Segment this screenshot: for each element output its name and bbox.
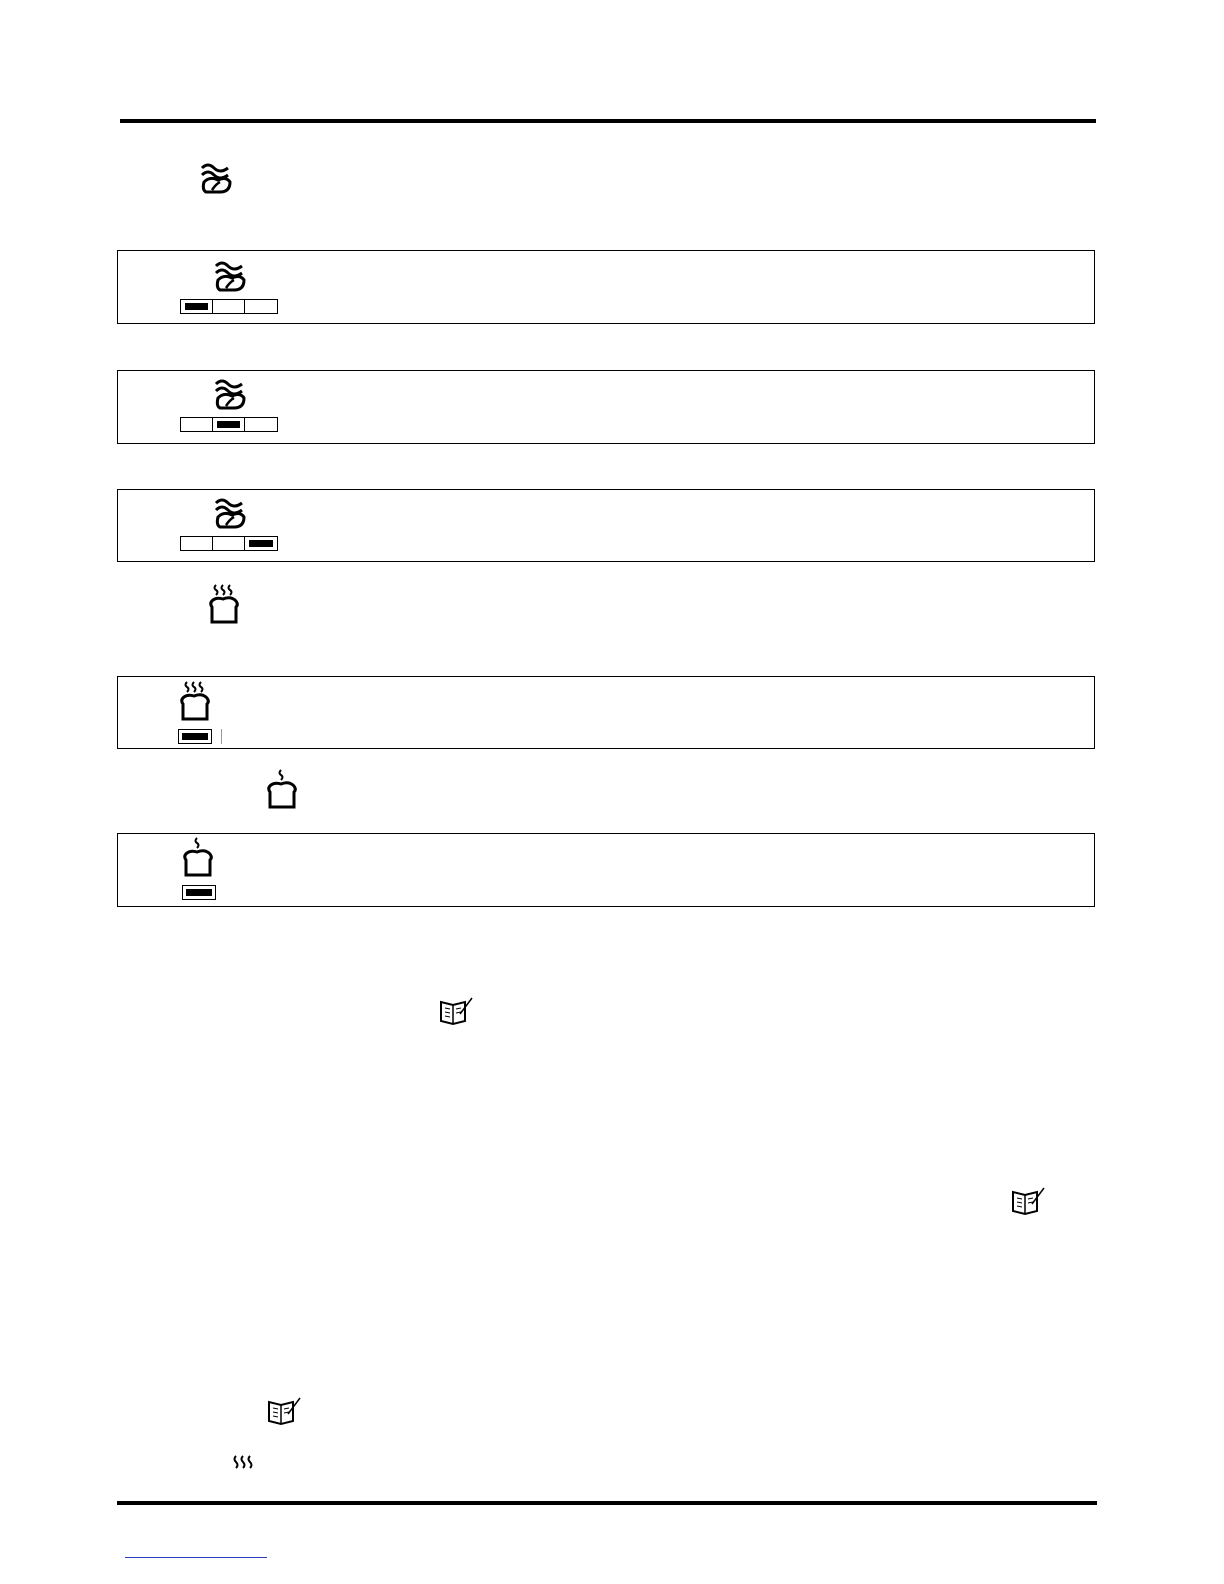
- toast-indicator: [178, 729, 212, 744]
- crust-level-box-3: [117, 489, 1095, 562]
- crust-segment-dark: [245, 300, 277, 313]
- crust-segment-dark: [245, 537, 277, 550]
- crust-segment-medium: [213, 537, 245, 550]
- recipe-book-icon: [438, 996, 474, 1026]
- toast-light-box: [117, 833, 1095, 907]
- crust-segment-light: [181, 418, 213, 431]
- crust-segment-dark: [245, 418, 277, 431]
- bread-loaf-crust-icon: [212, 495, 248, 531]
- toast-light-steam-icon: [181, 836, 215, 878]
- indicator-divider: [221, 729, 222, 744]
- crust-level-indicator: [180, 536, 278, 551]
- toast-heavy-box: [117, 676, 1095, 749]
- crust-segment-light: [181, 300, 213, 313]
- toast-indicator: [182, 885, 216, 900]
- bread-loaf-crust-icon: [198, 160, 234, 196]
- recipe-book-icon: [266, 1396, 302, 1426]
- bread-loaf-crust-icon: [212, 376, 248, 412]
- top-rule: [120, 119, 1096, 123]
- toast-light-steam-icon: [265, 768, 299, 810]
- recipe-book-icon: [1010, 1186, 1046, 1216]
- bread-loaf-crust-icon: [212, 258, 248, 294]
- footer-link-underline[interactable]: [125, 1557, 267, 1558]
- crust-segment-medium: [213, 418, 245, 431]
- bottom-rule: [117, 1501, 1097, 1505]
- steam-icon: [232, 1454, 256, 1472]
- toast-heavy-steam-icon: [207, 583, 241, 625]
- crust-level-box-2: [117, 370, 1095, 444]
- crust-segment-light: [181, 537, 213, 550]
- crust-level-indicator: [180, 417, 278, 432]
- toast-heavy-steam-icon: [178, 680, 212, 722]
- crust-level-indicator: [180, 299, 278, 314]
- crust-segment-medium: [213, 300, 245, 313]
